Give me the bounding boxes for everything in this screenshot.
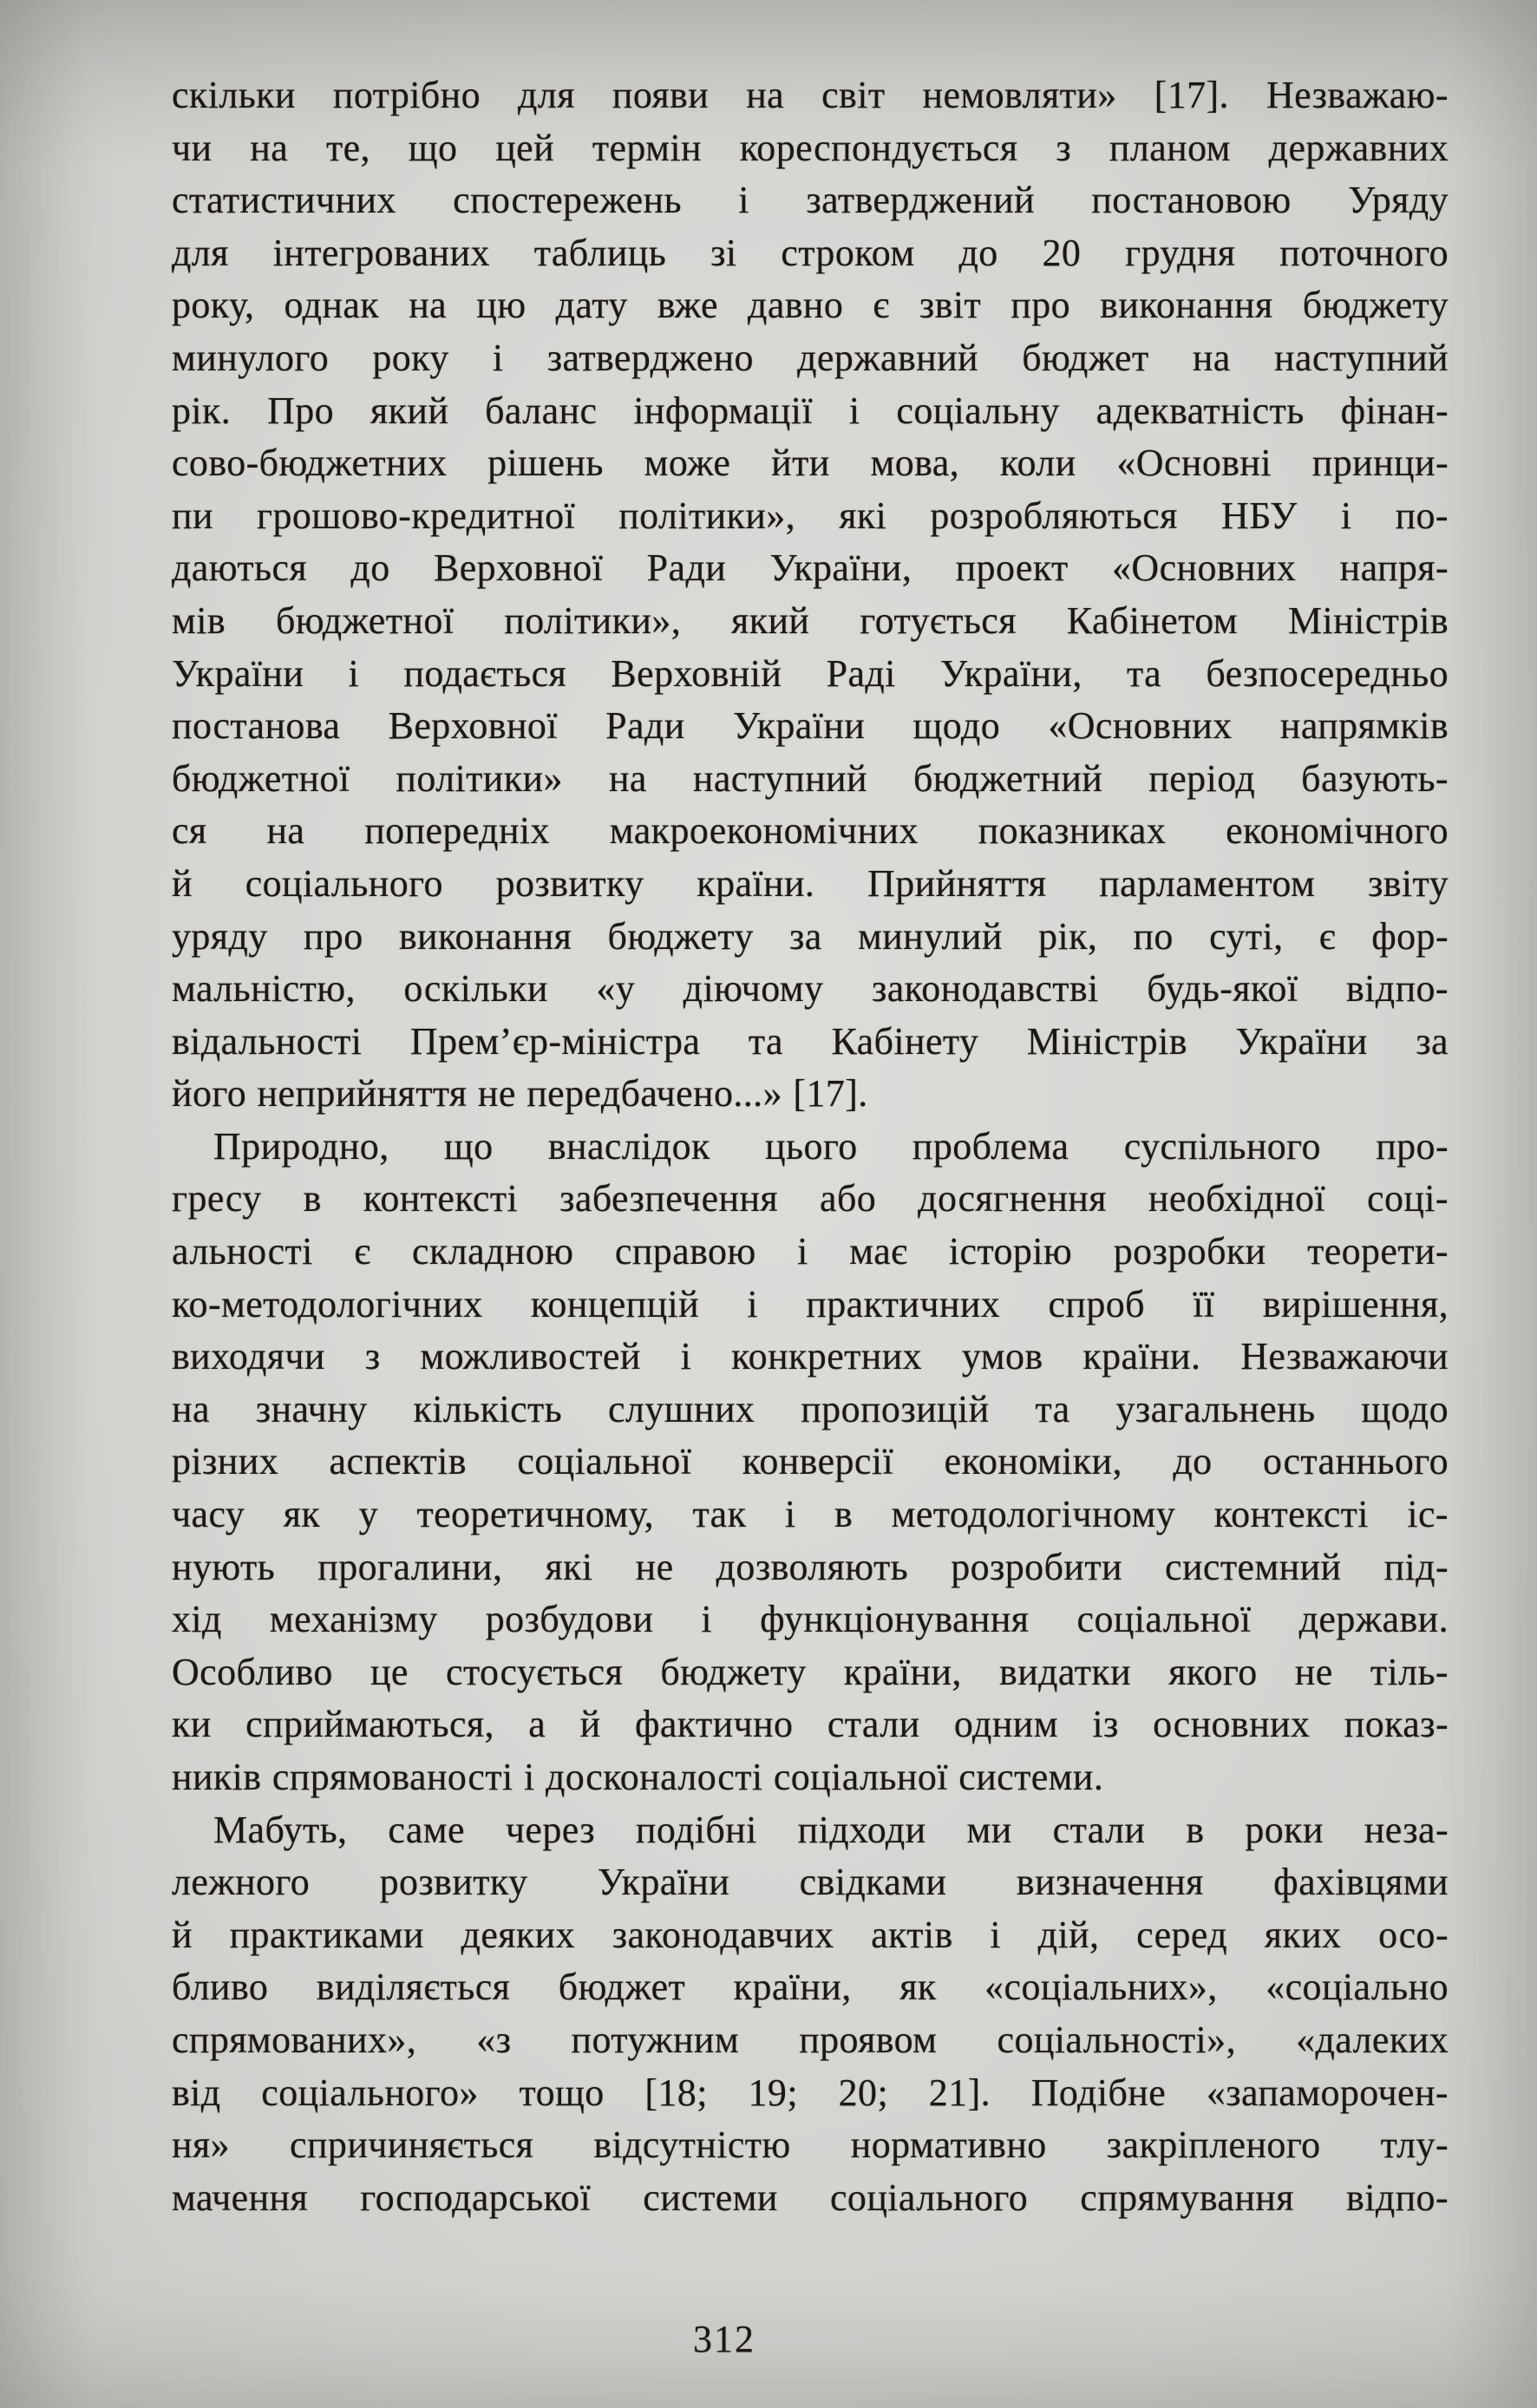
- text-line: мів бюджетної політики», який готується Кабінетом Міністрів: [172, 599, 1449, 642]
- text-line: мачення господарської системи соціального спрямування відпо-: [172, 2176, 1449, 2219]
- text-line: бюджетної політики» на наступний бюджетний період базують-: [172, 756, 1449, 800]
- text-line: від соціального» тощо [18; 19; 20; 21]. Подібне «запаморочен-: [172, 2071, 1449, 2114]
- text-line: альності є складною справою і має історію розробки теорети-: [172, 1230, 1449, 1273]
- text-line: року, однак на цю дату вже давно є звіт про виконання бюджету: [172, 284, 1449, 327]
- text-line: бливо виділяється бюджет країни, як «соціальних», «соціально: [172, 1966, 1449, 2009]
- text-line: Природно, що внаслідок цього проблема суспільного про-: [213, 1124, 1449, 1168]
- text-line: ників спрямованості і досконалості соціальної системи.: [172, 1756, 1104, 1798]
- text-line: нують прогалини, які не дозволяють розробити системний під-: [172, 1545, 1449, 1588]
- text-line: чи на те, що цей термін кореспондується з планом державних: [172, 126, 1449, 169]
- text-line: уряду про виконання бюджету за минулий рік, по суті, є фор-: [172, 914, 1449, 958]
- text-line: й практиками деяких законодавчих актів і дій, серед яких осо-: [172, 1913, 1449, 1956]
- text-line: різних аспектів соціальної конверсії економіки, до останнього: [172, 1440, 1449, 1483]
- text-line: даються до Верховної Ради України, проект «Основних напря-: [172, 546, 1449, 590]
- text-line: лежного розвитку України свідками визначення фахівцями: [172, 1861, 1449, 1904]
- text-line: статистичних спостережень і затверджений постановою Уряду: [172, 179, 1449, 222]
- text-line: ки сприймаються, а й фактично стали одним із основних показ-: [172, 1703, 1449, 1746]
- body-text: [172, 69, 1449, 2224]
- text-line: для інтегрованих таблиць зі строком до 20 грудня поточного: [172, 231, 1449, 274]
- text-line: й соціального розвитку країни. Прийняття парламентом звіту: [172, 861, 1449, 905]
- text-line: України і подається Верховній Раді України, та безпосередньо: [172, 651, 1449, 695]
- text-line: виходячи з можливостей і конкретних умов країни. Незважаючи: [172, 1335, 1449, 1378]
- text-line: відальності Прем’єр-міністра та Кабінету Міністрів України за: [172, 1019, 1449, 1063]
- text-line: часу як у теоретичному, так і в методологічному контексті іс-: [172, 1493, 1449, 1536]
- text-line: минулого року і затверджено державний бюджет на наступний: [172, 336, 1449, 379]
- text-line: на значну кількість слушних пропозицій та узагальнень щодо: [172, 1387, 1449, 1430]
- text-line: мальністю, оскільки «у діючому законодавстві будь-якої відпо-: [172, 967, 1449, 1011]
- text-line: хід механізму розбудови і функціонування соціальної держави.: [172, 1598, 1449, 1641]
- text-line: рік. Про який баланс інформації і соціальну адекватність фінан-: [172, 389, 1449, 432]
- text-line: ня» спричиняється відсутністю нормативно закріпленого тлу-: [172, 2123, 1449, 2167]
- text-line: постанова Верховної Ради України щодо «Основних напрямків: [172, 704, 1449, 748]
- page-number: 312: [693, 2318, 755, 2360]
- text-line: гресу в контексті забезпечення або досягнення необхідної соці-: [172, 1177, 1449, 1220]
- text-line: спрямованих», «з потужним проявом соціальності», «далеких: [172, 2018, 1449, 2061]
- text-line: скільки потрібно для появи на світ немовляти» [17]. Незважаю-: [172, 74, 1449, 116]
- text-line: Особливо це стосується бюджету країни, видатки якого не тіль-: [172, 1650, 1449, 1693]
- text-line: ся на попередніх макроекономічних показниках економічного: [172, 809, 1449, 853]
- text-line: пи грошово-кредитної політики», які розробляються НБУ і по-: [172, 494, 1449, 537]
- text-line: ко-методологічних концепцій і практичних спроб її вирішення,: [172, 1282, 1449, 1325]
- text-line: Мабуть, саме через подібні підходи ми стали в роки неза-: [213, 1808, 1449, 1851]
- text-line: його неприйняття не передбачено...» [17].: [172, 1072, 868, 1116]
- text-line: сово-бюджетних рішень може йти мова, коли «Основні принци-: [172, 442, 1449, 485]
